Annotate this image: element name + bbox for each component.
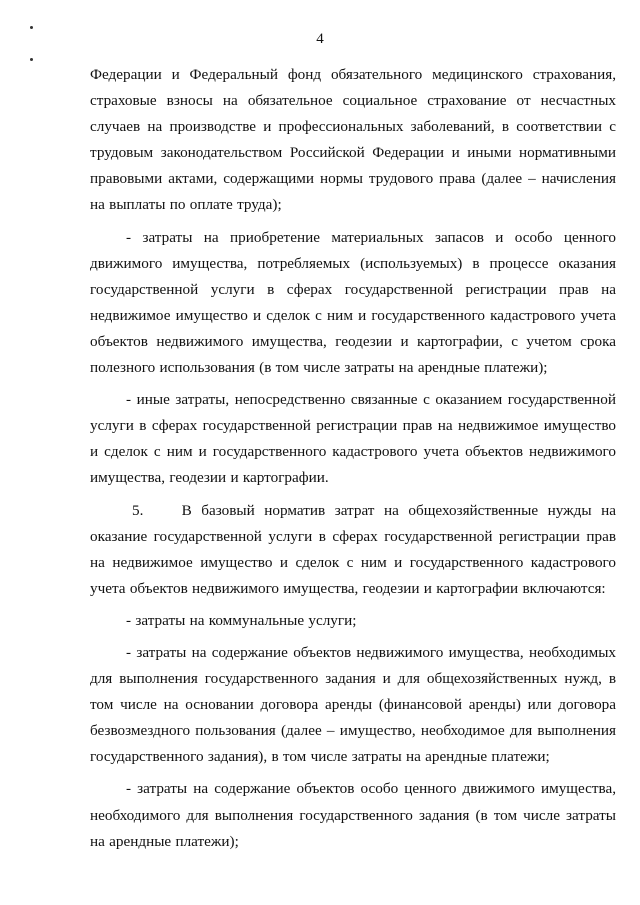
paragraph-material-costs: - затраты на приобретение материальных запасов и особо ценного движимого имущества, потребляемых (используемых) в процессе оказания государственной услуги в сферах государственной регистрации прав на недвижимое имущество и сделок с ним и государственного кадастрового учета объектов недвижимого имущества, геодезии и картографии, с учетом срока полезного использования (в том числе затраты на арендные платежи); [90, 228, 616, 377]
paragraph-utilities: - затраты на коммунальные услуги; [126, 611, 357, 629]
scan-artifact-dot [30, 58, 33, 61]
paragraph-movable-property-maintenance: - затраты на содержание объектов особо ценного движимого имущества, необходимого для выполнения государственного задания (в том числе затраты на арендные платежи); [90, 780, 616, 850]
paragraph-other-costs: - иные затраты, непосредственно связанные с оказанием государственной услуги в сферах государственной регистрации прав на недвижимое имущество и сделок с ним и государственного кадастрового учета объектов недвижимого имущества, геодезии и картографии. [90, 391, 616, 487]
page-number: 4 [316, 31, 324, 47]
paragraph-item-5: 5. В базовый норматив затрат на общехозяйственные нужды на оказание государственной услуги в сферах государственной регистрации прав на недвижимое имущество и сделок с ним и государственного кадастрового учета объектов недвижимого имущества, геодезии и картографии включаются: [90, 501, 621, 597]
paragraph-real-estate-maintenance: - затраты на содержание объектов недвижимого имущества, необходимых для выполнения государственного задания и для общехозяйственных нужд, в том числе на основании договора аренды (финансовой аренды) или договора безвозмездного пользования (далее – имущество, необходимое для выполнения государственного задания), в том числе затраты на арендные платежи; [90, 643, 616, 766]
scan-artifact-dot [30, 26, 33, 29]
document-body [90, 62, 621, 861]
paragraph-continuation: Федерации и Федеральный фонд обязательного медицинского страхования, страховые взносы на обязательное социальное страхование от несчастных случаев на производстве и профессиональных заболеваний, в соответствии с трудовым законодательством Российской Федерации и иными нормативными правовыми актами, содержащими нормы трудового права (далее – начисления на выплаты по оплате труда); [90, 66, 616, 214]
